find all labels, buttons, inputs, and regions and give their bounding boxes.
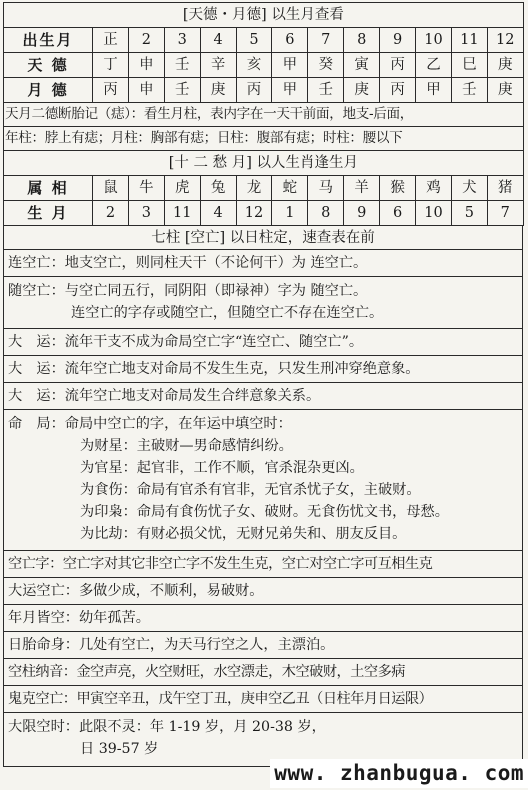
- sorrow-month-cell: 2: [93, 201, 129, 226]
- birth-month-label: 出生月: [4, 28, 93, 53]
- tiande-cell: 申: [128, 53, 164, 78]
- tiande-cell: 庚: [487, 53, 523, 78]
- sorrow-month-cell: 12: [236, 201, 272, 226]
- tiande-label: 天 德: [4, 53, 93, 78]
- month-cell: 5: [236, 28, 272, 53]
- zodiac-cell: 马: [308, 176, 344, 201]
- yuede-cell: 庚: [487, 78, 523, 103]
- sorrow-month-cell: 4: [200, 201, 236, 226]
- tiande-cell: 巳: [451, 53, 487, 78]
- kongwang-section-title: 七柱 [空亡] 以日柱定，速查表在前: [3, 226, 523, 250]
- tiande-cell: 甲: [272, 53, 308, 78]
- sorrow-month-cell: 5: [451, 201, 487, 226]
- sorrow-month-cell: 10: [416, 201, 452, 226]
- rule-block: [3, 686, 523, 713]
- yuede-cell: 壬: [164, 78, 200, 103]
- zodiac-cell: 犬: [451, 176, 487, 201]
- rule-block: [3, 277, 523, 329]
- rule-line: 空柱纳音：金空声亮，火空财旺，水空漂走，木空破财，土空多病: [8, 664, 405, 680]
- rule-block: [3, 659, 523, 686]
- month-cell: 11: [451, 28, 487, 53]
- birthmark-note-row-2: [4, 127, 524, 151]
- rule-block: [3, 605, 523, 632]
- rule-line: 为财星：主破财—男命感情纠纷。: [80, 438, 293, 454]
- yuede-cell: 丙: [236, 78, 272, 103]
- rule-line: 日 39-57 岁: [80, 741, 159, 757]
- yuede-cell: 庚: [344, 78, 380, 103]
- sorrow-month-cell: 6: [380, 201, 416, 226]
- birthmark-note-row-1: [4, 103, 524, 127]
- sorrow-month-cell: 1: [272, 201, 308, 226]
- month-cell: 4: [200, 28, 236, 53]
- yuede-label: 月 德: [4, 78, 93, 103]
- rule-block: [3, 551, 523, 578]
- month-cell: 2: [128, 28, 164, 53]
- rule-line: 为印枭：命局有食伤忧子女、破财。无食伤忧文书，母愁。: [80, 504, 449, 520]
- zodiac-cell: 羊: [344, 176, 380, 201]
- zodiac-cell: 鸡: [416, 176, 452, 201]
- rule-line: 大限空时：此限不灵：年 1-19 岁，月 20-38 岁，: [8, 719, 326, 735]
- rule-line: 大 运：流年空亡地支对命局不发生生克，只发生刑冲穿绝意象。: [8, 361, 420, 377]
- month-cell: 6: [272, 28, 308, 53]
- table2-title: [十 二 愁 月] 以人生肖逢生月: [4, 151, 524, 176]
- month-cell: 7: [308, 28, 344, 53]
- zodiac-label: 属 相: [4, 176, 93, 201]
- yuede-cell: 甲: [416, 78, 452, 103]
- yuede-cell: 壬: [451, 78, 487, 103]
- table2-title-row: [4, 151, 524, 176]
- zodiac-cell: 龙: [236, 176, 272, 201]
- rule-block: [3, 578, 523, 605]
- rule-block: [3, 410, 523, 551]
- rule-block: [3, 632, 523, 659]
- rule-line: 连空亡：地支空亡，则同柱天干（不论何干）为 连空亡。: [8, 255, 368, 271]
- rule-line: 大 运：流年干支不成为命局空亡字“连空亡、随空亡”。: [8, 334, 364, 350]
- zodiac-cell: 鼠: [93, 176, 129, 201]
- kongwang-rules: [3, 250, 525, 767]
- month-cell: 9: [380, 28, 416, 53]
- sorrow-month-cell: 9: [344, 201, 380, 226]
- rule-line: 空亡字：空亡字对其它非空亡字不发生生克，空亡对空亡字可互相生克: [8, 556, 433, 572]
- tiande-cell: 辛: [200, 53, 236, 78]
- month-cell: 3: [164, 28, 200, 53]
- month-cell: 8: [344, 28, 380, 53]
- zodiac-row: [4, 176, 524, 201]
- sorrow-month-row: [4, 201, 524, 226]
- zodiac-cell: 蛇: [272, 176, 308, 201]
- yuede-cell: 丙: [93, 78, 129, 103]
- tiande-cell: 亥: [236, 53, 272, 78]
- tiande-cell: 乙: [416, 53, 452, 78]
- month-cell: 10: [416, 28, 452, 53]
- yuede-cell: 庚: [200, 78, 236, 103]
- sorrow-month-cell: 3: [128, 201, 164, 226]
- rule-block: [3, 383, 523, 410]
- table1-title: [天德・月德] 以生月查看: [4, 3, 524, 28]
- zodiac-cell: 兔: [200, 176, 236, 201]
- tiande-cell: 丁: [93, 53, 129, 78]
- rule-line: 为官星：起官非，工作不顺，官杀混杂更凶。: [80, 460, 364, 476]
- tiande-cell: 壬: [164, 53, 200, 78]
- yuede-cell: 甲: [272, 78, 308, 103]
- month-cell: 12: [487, 28, 523, 53]
- sorrow-month-cell: 8: [308, 201, 344, 226]
- month-cell: 正: [93, 28, 129, 53]
- rule-line: 年月皆空：幼年孤苦。: [8, 610, 150, 626]
- sorrow-month-cell: 7: [487, 201, 523, 226]
- tiande-yuede-table: [3, 2, 524, 226]
- site-watermark: www. zhanbugua. com: [270, 759, 528, 788]
- rule-line: 日胎命身：几处有空亡，为天马行空之人，主漂泊。: [8, 637, 335, 653]
- zodiac-cell: 猪: [487, 176, 523, 201]
- birth-month-row: [4, 28, 524, 53]
- rule-line: 大 运：流年空亡地支对命局发生合绊意象关系。: [8, 388, 321, 404]
- birthmark-note-2: 年柱：脖上有痣；月柱：胸部有痣；日柱：腹部有痣；时柱：腰以下: [4, 127, 524, 151]
- tiande-cell: 癸: [308, 53, 344, 78]
- yuede-cell: 丙: [380, 78, 416, 103]
- tiande-row: [4, 53, 524, 78]
- rule-line: 为食伤：命局有官杀有官非，无官杀忧子女，主破财。: [80, 482, 421, 498]
- zodiac-cell: 猴: [380, 176, 416, 201]
- sorrow-month-cell: 11: [164, 201, 200, 226]
- yuede-row: [4, 78, 524, 103]
- yuede-cell: 壬: [308, 78, 344, 103]
- rule-line: 随空亡：与空亡同五行，同阴阳（即禄神）字为 随空亡。: [8, 283, 368, 299]
- rule-block: [3, 250, 523, 277]
- rule-block: [3, 329, 523, 356]
- tiande-cell: 丙: [380, 53, 416, 78]
- table1-title-row: [4, 3, 524, 28]
- sorrow-month-label: 生 月: [4, 201, 93, 226]
- rule-line: 为比劫：有财必损父忧，无财兄弟失和、朋友反目。: [80, 526, 407, 542]
- tiande-cell: 寅: [344, 53, 380, 78]
- zodiac-cell: 牛: [128, 176, 164, 201]
- rule-line: 鬼克空亡：甲寅空辛丑，戊午空丁丑，庚申空乙丑（日柱年月日运限）: [8, 691, 433, 707]
- rule-line: 大运空亡：多做少成，不顺利，易破财。: [8, 583, 264, 599]
- birthmark-note-1: 天月二德断胎记（痣）：看生月柱，表内字在一天干前面，地支-后面，: [4, 103, 524, 127]
- rule-line: 连空亡的字存或随空亡，但随空亡不存在连空亡。: [71, 305, 384, 321]
- zodiac-cell: 虎: [164, 176, 200, 201]
- rule-block: [3, 356, 523, 383]
- rule-line: 命 局：命局中空亡的字，在年运中填空时：: [8, 416, 292, 432]
- yuede-cell: 申: [128, 78, 164, 103]
